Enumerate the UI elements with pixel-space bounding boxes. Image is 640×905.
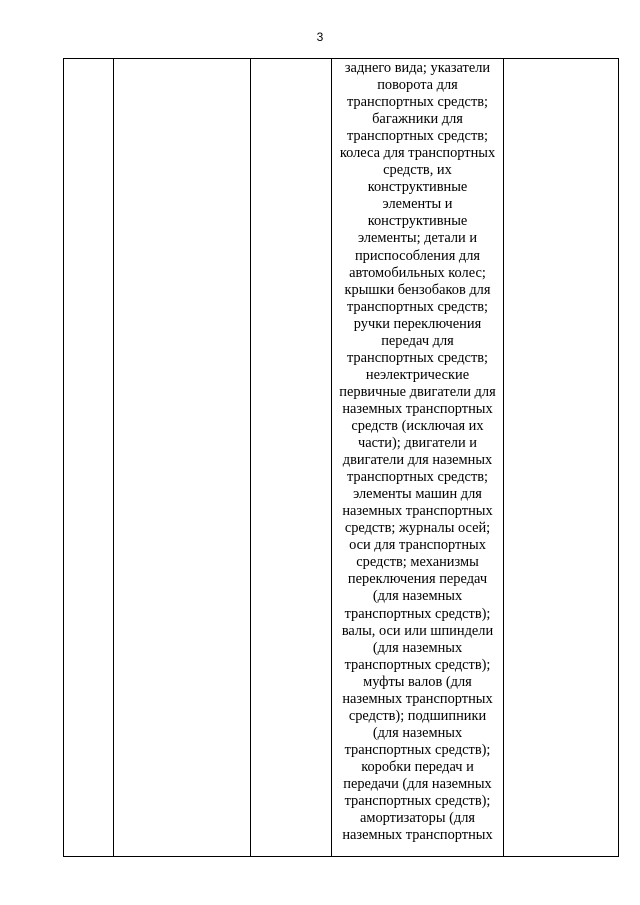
goods-list-line: переключения передач xyxy=(347,571,488,588)
table-row xyxy=(64,59,619,857)
goods-list-line: первичные двигатели для xyxy=(339,383,496,400)
goods-list-line: транспортных средств; xyxy=(346,94,489,111)
table-cell-goods-list xyxy=(332,59,504,857)
goods-table xyxy=(63,58,619,857)
table-cell-col1 xyxy=(64,59,114,857)
goods-list-line: конструктивные xyxy=(367,179,468,196)
goods-list-line: (для наземных xyxy=(372,724,463,741)
goods-list-line: элементы; детали и xyxy=(357,230,478,247)
goods-list-line: средств (исключая их xyxy=(351,417,484,434)
goods-list-line: коробки передач и xyxy=(361,758,474,775)
goods-list-line: транспортных средств; xyxy=(346,349,489,366)
table-cell-col2 xyxy=(114,59,251,857)
goods-list-line: автомобильных колес; xyxy=(349,264,486,281)
goods-list-line: крышки бензобаков для xyxy=(344,281,491,298)
goods-list-line: элементы и xyxy=(382,196,453,213)
goods-list-line: (для наземных xyxy=(372,588,463,605)
goods-list-line: конструктивные xyxy=(367,213,468,230)
goods-list-line: ручки переключения xyxy=(353,315,482,332)
goods-list-line: передачи (для наземных xyxy=(343,775,492,792)
goods-list-line: части); двигатели и xyxy=(358,435,477,452)
table-cell-col5 xyxy=(504,59,619,857)
goods-list-line: амортизаторы (для xyxy=(359,810,476,827)
goods-list-line: транспортных средств); xyxy=(344,793,491,810)
goods-list-line: поворота для xyxy=(377,77,458,94)
goods-list-line: средств, их xyxy=(383,162,452,179)
goods-list-line: неэлектрические xyxy=(365,366,470,383)
goods-list-line: транспортных средств); xyxy=(344,656,491,673)
goods-list-line: оси для транспортных xyxy=(349,537,486,554)
page-number: 3 xyxy=(316,30,324,44)
goods-list-line: транспортных средств); xyxy=(344,741,491,758)
goods-list-line: транспортных средств; xyxy=(346,128,489,145)
goods-list-line: элементы машин для xyxy=(353,486,482,503)
goods-list-text xyxy=(332,59,503,844)
goods-list-line: транспортных средств; xyxy=(346,469,489,486)
goods-list-line: колеса для транспортных xyxy=(339,145,496,162)
goods-list-line: муфты валов (для xyxy=(363,673,472,690)
goods-list-line: наземных транспортных xyxy=(342,690,493,707)
goods-list-line: наземных транспортных xyxy=(342,827,493,844)
goods-list-line: двигатели для наземных xyxy=(342,452,493,469)
goods-list-line: транспортных средств); xyxy=(344,605,491,622)
goods-list-line: передач для xyxy=(381,332,454,349)
goods-list-line: заднего вида; указатели xyxy=(344,60,491,76)
goods-list-line: средств); подшипники xyxy=(348,707,487,724)
goods-list-line: валы, оси или шпиндели xyxy=(341,622,494,639)
goods-list-line: багажники для xyxy=(372,111,463,128)
goods-list-line: приспособления для xyxy=(354,247,481,264)
goods-list-line: (для наземных xyxy=(372,639,463,656)
table-cell-col3 xyxy=(251,59,332,857)
goods-list-line: наземных транспортных xyxy=(342,400,493,417)
goods-list-line: средств; журналы осей; xyxy=(344,520,491,537)
goods-list-line: транспортных средств; xyxy=(346,298,489,315)
goods-list-line: средств; механизмы xyxy=(356,554,479,571)
goods-list-line: наземных транспортных xyxy=(342,503,493,520)
